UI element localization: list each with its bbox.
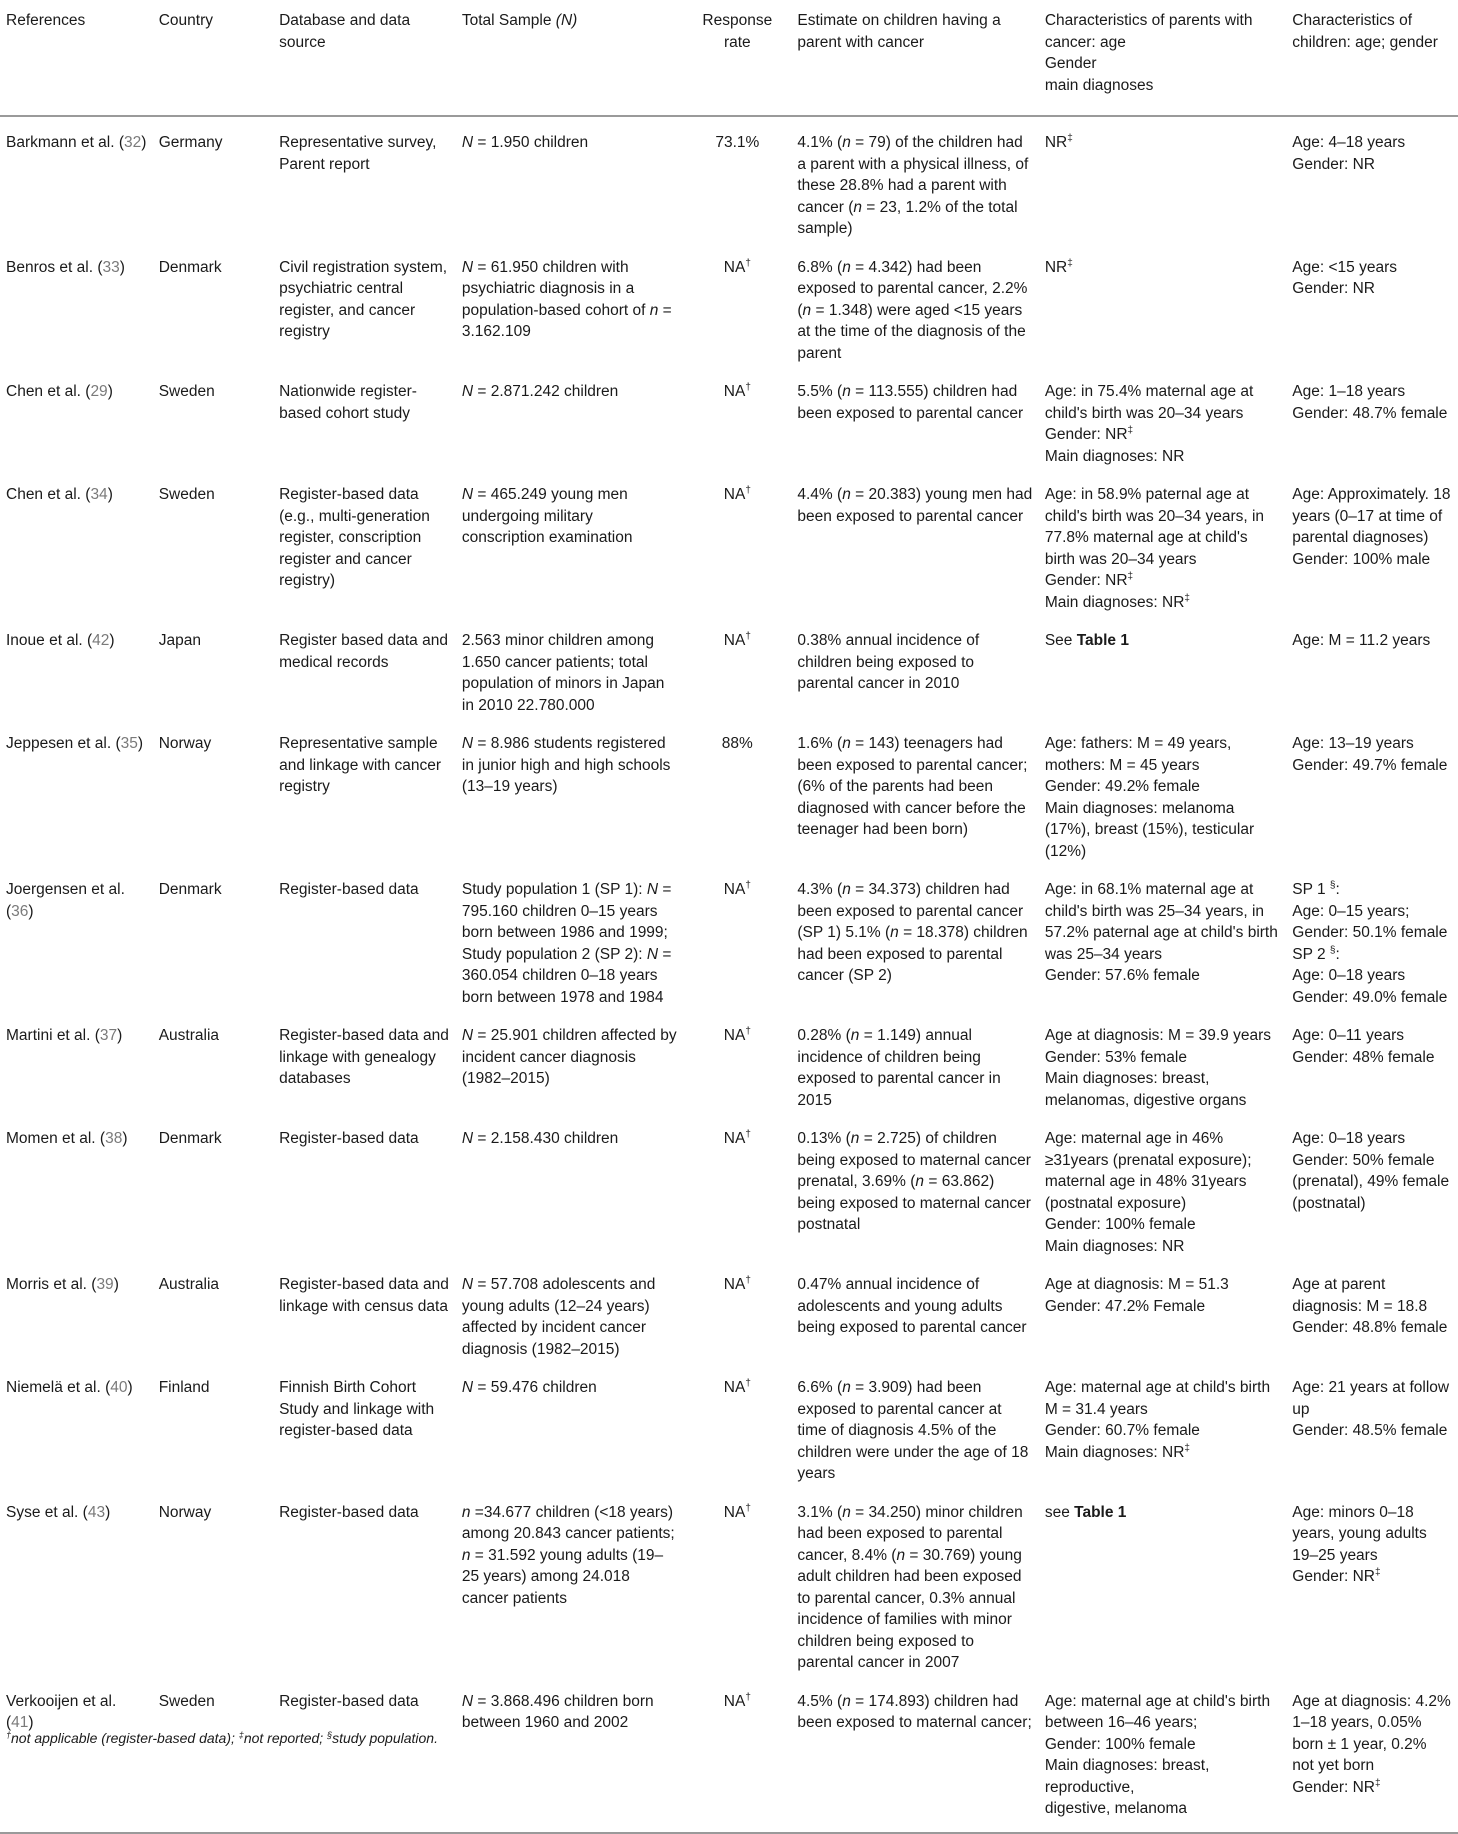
sample-text: = 2.158.430 children [473,1130,619,1147]
total-sample-cell [456,1487,683,1676]
author-name: Syse et al. [6,1503,79,1521]
table-reference: Table 1 [1076,632,1129,649]
parent-characteristics-cell [1039,1010,1286,1113]
response-rate-cell: NA† [723,382,751,400]
parent-line: Gender: 100% female [1044,1216,1196,1233]
response-rate-cell: 88% [721,735,753,752]
reference-cell: Chen et al. (29) [6,383,113,400]
reference-cell: Martini et al. (37) [6,1027,123,1044]
sample-symbol: n [461,1503,471,1521]
parent-line: Gender: 47.2% Female [1044,1297,1206,1315]
reference-cell: Chen et al. (34) [6,486,113,503]
estimate-cell: 4.3% (n = 34.373) children had been exposed to parental cancer (SP 1) 5.1% (n = 18.378) children had been exposed to parental cancer (SP 2) [797,881,1028,984]
parent-line: Age: fathers: M = 49 years, mothers: M = 45 years [1044,735,1232,774]
table-row [0,1487,1458,1676]
parent-line: Main diagnoses: NR‡ [1044,592,1190,611]
parent-line: Gender: 100% female [1044,1735,1196,1753]
child-characteristics-cell [1286,864,1458,1010]
sample-text: 2.563 minor children among 1.650 cancer patients; total population of minors in Japan in 2010 22.780.000 [461,632,665,714]
header-references: References [0,0,153,116]
child-line: Gender: NR‡ [1292,1567,1381,1585]
child-line: Age: 0–11 years [1292,1027,1405,1044]
child-characteristics-cell [1286,1113,1458,1259]
child-line: Age: 1–18 years [1292,383,1406,400]
country-cell: Australia [158,1276,220,1293]
sample-symbol: N [461,1276,474,1293]
table-row [0,718,1458,864]
estimate-cell: 4.1% (n = 79) of the children had a parent with a physical illness, of these 28.8% had a parent with cancer (n = 23, 1.2% of the total sample) [797,134,1029,237]
child-line: Gender: 48.7% female [1292,404,1448,422]
database-cell: Register-based data (e.g., multi-generation register, conscription register and cancer registry) [279,486,430,589]
parent-line: Age at diagnosis: M = 51.3 [1044,1276,1229,1293]
child-line: Gender: 49.7% female [1292,756,1448,774]
child-line: Age: M = 11.2 years [1292,632,1431,649]
estimate-cell: 0.47% annual incidence of adolescents and young adults being exposed to parental cancer [797,1276,1027,1336]
sample-symbol: N [461,258,474,276]
header-child-characteristics: Characteristics of children: age; gender [1286,0,1458,116]
table-row [0,242,1458,367]
child-line: Age: 13–19 years [1292,735,1414,752]
response-rate-cell: NA† [723,1129,751,1147]
parent-line: Gender: NR‡ [1044,571,1134,589]
parent-line: digestive, melanoma [1044,1800,1187,1817]
database-cell: Register-based data [279,881,419,898]
parent-line: Gender: NR‡ [1044,425,1134,443]
sample-text: = 3.868.496 children born between 1960 and 2002 [461,1692,654,1731]
total-sample-cell [456,1676,683,1833]
total-sample-cell [456,469,683,615]
response-rate-cell: NA† [723,880,751,898]
reference-cell: Jeppesen et al. (35) [6,735,144,752]
parent-line: Age: in 68.1% maternal age at child's birth was 25–34 years, in 57.2% paternal age at child's birth was 25–34 years [1044,881,1278,963]
header-estimate: Estimate on children having a parent with cancer [791,0,1038,116]
citation-number: 36 [11,902,29,920]
citation-number: 41 [11,1714,29,1731]
author-name: Chen et al. [6,486,81,503]
database-cell: Register-based data [279,1503,419,1521]
sample-text: = 465.249 young men undergoing military conscription examination [461,486,633,546]
total-sample-cell [456,1362,683,1487]
parent-line: Main diagnoses: breast, melanomas, digestive organs [1044,1070,1247,1109]
child-line: SP 2 §: [1292,944,1340,963]
child-line: Gender: 100% male [1292,550,1431,568]
response-rate-cell: 73.1% [715,134,760,151]
parent-line: Age: maternal age at child's birth M = 31.4 years [1044,1379,1271,1418]
child-line: Gender: 49.0% female [1292,988,1448,1006]
header-response-rate: Response rate [683,0,791,116]
sample-symbol: N [461,735,474,752]
estimate-cell: 4.5% (n = 174.893) children had been exposed to maternal cancer; [791,1676,1038,1833]
parent-characteristics-cell [1039,1259,1286,1362]
citation-number: 43 [87,1503,106,1521]
country-cell: Germany [158,134,223,151]
citation-number: 33 [102,258,120,276]
total-sample-cell [456,1113,683,1259]
author-name: Barkmann et al. [6,134,115,151]
table-row [0,1113,1458,1259]
header-parent-characteristics: Characteristics of parents with cancer: age Gender main diagnoses [1039,0,1286,116]
sample-symbol: N [461,1027,474,1044]
child-characteristics-cell [1286,1487,1458,1676]
citation-number: 38 [105,1130,123,1147]
database-cell: Representative sample and linkage with cancer registry [279,735,442,795]
child-characteristics-cell [1286,242,1458,367]
table-row [0,116,1458,242]
reference-cell: Inoue et al. (42) [6,632,115,649]
child-line: Gender: NR [1292,155,1375,173]
child-line: Age: 0–18 years [1292,967,1406,984]
child-line: Age: minors 0–18 years, young adults 19–25 years [1292,1503,1427,1564]
sample-text: = 61.950 children with psychiatric diagnosis in a population-based cohort of n = 3.162.109 [461,258,672,340]
country-cell: Finland [158,1379,210,1396]
country-cell: Japan [158,632,201,649]
citation-number: 35 [120,735,138,752]
estimate-cell: 5.5% (n = 113.555) children had been exposed to parental cancer [797,383,1024,422]
child-line: Gender: 48.5% female [1292,1422,1448,1439]
author-name: Morris et al. [6,1276,87,1293]
reference-cell: Momen et al. (38) [6,1130,128,1147]
database-cell: Register-based data and linkage with genealogy databases [279,1027,449,1087]
country-cell: Denmark [158,1130,222,1147]
response-rate-cell: NA† [723,631,751,649]
parent-characteristics-cell [1039,1113,1286,1259]
author-name: Martini et al. [6,1027,91,1044]
table-row [0,1676,1458,1833]
estimate-cell: 6.8% (n = 4.342) had been exposed to parental cancer, 2.2% (n = 1.348) were aged <15 years at the time of the diagnosis of the parent [797,258,1028,362]
citation-number: 42 [92,632,110,649]
country-cell: Australia [158,1027,220,1044]
child-line: Age at parent diagnosis: M = 18.8 [1292,1276,1428,1315]
total-sample-cell [456,366,683,469]
response-rate-cell: NA† [683,1676,791,1833]
estimate-cell: 0.13% (n = 2.725) of children being exposed to maternal cancer prenatal, 3.69% (n = 63.862) being exposed to maternal cancer postnatal [797,1130,1031,1233]
parent-characteristics-cell [1039,1362,1286,1487]
child-line: Age: Approximately. 18 years (0–17 at time of parental diagnoses) [1292,486,1451,546]
sample-text: = 1.950 children [473,134,589,151]
total-sample-cell [456,242,683,367]
citation-number: 39 [96,1276,114,1293]
child-line: Age at diagnosis: 4.2% 1–18 years, 0.05% born ± 1 year, 0.2% not yet born [1292,1692,1451,1774]
child-line: SP 1 §: [1292,880,1340,898]
estimate-cell: 3.1% (n = 34.250) minor children had been exposed to parental cancer, 8.4% (n = 30.769) young adult children had been exposed to parental cancer, 0.3% annual incidence of families with minor children being exposed to parental cancer in 2007 [797,1503,1023,1671]
parent-line: Main diagnoses: NR [1044,447,1185,465]
parent-line: Main diagnoses: NR‡ [1044,1442,1190,1461]
database-cell: Representative survey, Parent report [279,134,437,173]
author-name: Verkooijen et al. [6,1692,117,1710]
estimate-cell: 0.38% annual incidence of children being exposed to parental cancer in 2010 [797,632,980,692]
see-text: see [1044,1503,1075,1521]
child-line: Gender: NR [1292,280,1375,297]
header-row [0,0,1458,116]
author-name: Inoue et al. [6,632,83,649]
table-row [0,1362,1458,1487]
sample-symbol: N [461,1692,474,1710]
parent-line: NR‡ [1044,133,1073,151]
table-row [0,1010,1458,1113]
child-characteristics-cell [1286,1362,1458,1487]
citation-number: 32 [124,134,142,151]
database-cell: Civil registration system, psychiatric central register, and cancer registry [279,258,448,340]
child-line: Gender: 50.1% female [1292,924,1448,941]
parent-line: Age: maternal age at child's birth between 16–46 years; [1044,1692,1271,1731]
child-line: Age: <15 years [1292,258,1397,276]
author-name: Niemelä et al. [6,1379,101,1396]
child-characteristics-cell [1286,615,1458,718]
table-body [0,116,1458,1833]
sample-text: = 25.901 children affected by incident cancer diagnosis (1982–2015) [461,1027,677,1087]
table-footnote: †not applicable (register-based data); ‡not reported; §study population. [6,1730,438,1746]
child-characteristics-cell [1286,469,1458,615]
header-country: Country [153,0,273,116]
estimate-cell: 1.6% (n = 143) teenagers had been exposed to parental cancer; (6% of the parents had been diagnosed with cancer before the teenager had been born) [797,735,1028,838]
sample-text: = 59.476 children [473,1379,597,1396]
parent-line: Gender: 53% female [1044,1048,1187,1066]
database-cell: Finnish Birth Cohort Study and linkage with register-based data [279,1379,435,1439]
child-characteristics-cell [1286,1259,1458,1362]
parent-characteristics-cell [1039,242,1286,367]
country-cell: Norway [158,1503,212,1521]
parent-line: Gender: 57.6% female [1044,967,1200,984]
response-rate-cell: NA† [723,1275,751,1293]
parent-characteristics-cell [1039,1487,1286,1676]
response-rate-cell: NA† [723,1378,751,1396]
child-characteristics-cell [1286,1010,1458,1113]
sample-symbol: N [461,486,474,503]
sample-symbol: N [461,134,474,151]
total-sample-cell [456,116,683,242]
table-row [0,1259,1458,1362]
parent-line: Main diagnoses: melanoma (17%), breast (15%), testicular (12%) [1044,799,1255,860]
parent-characteristics-cell [1039,718,1286,864]
parent-characteristics-cell [1039,1676,1286,1833]
response-rate-cell: NA† [723,485,751,503]
parent-line: Gender: 49.2% female [1044,778,1200,795]
author-name: Jeppesen et al. [6,735,112,752]
parent-line: Age at diagnosis: M = 39.9 years [1044,1027,1272,1044]
table-row [0,366,1458,469]
parent-line: Main diagnoses: breast, reproductive, [1044,1757,1210,1796]
child-line: Gender: 48% female [1292,1048,1435,1066]
response-rate-cell: NA† [723,1502,751,1521]
reference-cell: Joergensen et al. (36) [6,881,125,920]
response-rate-cell: NA† [723,1026,751,1044]
child-line: Age: 0–18 years [1292,1130,1406,1147]
child-line: Age: 0–15 years; [1292,902,1410,920]
country-cell: Denmark [158,258,222,276]
estimate-cell: 0.28% (n = 1.149) annual incidence of children being exposed to parental cancer in 2015 [797,1027,1001,1109]
reference-cell: Verkooijen et al. (41) [0,1676,153,1833]
parent-characteristics-cell [1039,615,1286,718]
author-name: Momen et al. [6,1130,96,1147]
parent-characteristics-cell [1039,469,1286,615]
sample-text: =34.677 children (<18 years) among 20.843 cancer patients; n = 31.592 young adults (19–25 years) among 24.018 cancer patients [461,1503,675,1607]
total-sample-cell [456,1010,683,1113]
child-line: Age: 4–18 years [1292,134,1406,151]
child-line: Age: 21 years at follow up [1292,1379,1450,1418]
citation-number: 37 [99,1027,118,1044]
reference-cell: Benros et al. (33) [6,258,125,276]
estimate-cell: 4.4% (n = 20.383) young men had been exposed to parental cancer [797,486,1033,525]
author-name: Joergensen et al. [6,881,125,898]
header-total-sample: Total Sample (N) [456,0,683,116]
response-rate-cell: NA† [723,257,751,276]
total-sample-cell [456,718,683,864]
sample-text: = 2.871.242 children [473,383,619,400]
sample-symbol: N [461,383,474,400]
total-sample-cell [456,864,683,1010]
child-characteristics-cell [1286,1676,1458,1833]
author-name: Benros et al. [6,258,94,276]
child-characteristics-cell [1286,366,1458,469]
see-text: See [1044,632,1077,649]
reference-cell: Barkmann et al. (32) [6,134,147,151]
citation-number: 29 [90,383,108,400]
country-cell: Denmark [158,881,222,898]
reference-cell: Syse et al. (43) [6,1503,111,1521]
country-cell: Sweden [158,486,215,503]
sample-text: Study population 1 (SP 1): N = 795.160 children 0–15 years born between 1986 and 1999; Study population 2 (SP 2): N = 360.054 children 0–18 years born between 1978 and 1984 [461,881,672,1006]
parent-characteristics-cell [1039,116,1286,242]
database-cell: Register-based data and linkage with census data [279,1276,449,1315]
country-cell: Norway [158,735,212,752]
reference-cell: Morris et al. (39) [6,1276,119,1293]
total-sample-cell [456,1259,683,1362]
total-sample-cell [456,615,683,718]
country-cell: Sweden [153,1676,273,1833]
sample-symbol: N [461,1379,474,1396]
header-database: Database and data source [273,0,456,116]
database-cell: Register based data and medical records [279,632,448,671]
citation-number: 34 [90,486,108,503]
database-cell: Nationwide register-based cohort study [279,383,417,422]
reference-cell: Niemelä et al. (40) [6,1379,133,1396]
parent-line: NR‡ [1044,257,1073,276]
table-reference: Table 1 [1074,1503,1127,1521]
table-row [0,469,1458,615]
table-row [0,615,1458,718]
child-line: Gender: NR‡ [1292,1777,1381,1796]
database-cell: Register-based data [279,1130,419,1147]
parent-line: Age: in 58.9% paternal age at child's birth was 20–34 years, in 77.8% maternal age at child's birth was 20–34 years [1044,486,1265,568]
parent-line: Age: in 75.4% maternal age at child's birth was 20–34 years [1044,383,1254,422]
child-characteristics-cell [1286,116,1458,242]
table-row [0,864,1458,1010]
sample-text: = 57.708 adolescents and young adults (12–24 years) affected by incident cancer diagnosis (1982–2015) [461,1276,656,1358]
parent-characteristics-cell [1039,366,1286,469]
child-line: Gender: 48.8% female [1292,1319,1448,1336]
sample-text: = 8.986 students registered in junior high and high schools (13–19 years) [461,735,671,795]
child-line: Gender: 50% female (prenatal), 49% female (postnatal) [1292,1151,1450,1212]
sample-symbol: N [461,1130,474,1147]
country-cell: Sweden [158,383,215,400]
parent-line: Gender: 60.7% female [1044,1422,1200,1439]
estimate-cell: 6.6% (n = 3.909) had been exposed to parental cancer at time of diagnosis 4.5% of the children were under the age of 18 years [797,1379,1029,1482]
child-characteristics-cell [1286,718,1458,864]
parent-characteristics-cell [1039,864,1286,1010]
author-name: Chen et al. [6,383,81,400]
citation-number: 40 [110,1379,128,1396]
parent-line: Age: maternal age in 46% ≥31years (prenatal exposure); maternal age in 48% 31years (postnatal exposure) [1044,1130,1252,1212]
database-cell: Register-based data [273,1676,456,1833]
parent-line: Main diagnoses: NR [1044,1237,1185,1255]
